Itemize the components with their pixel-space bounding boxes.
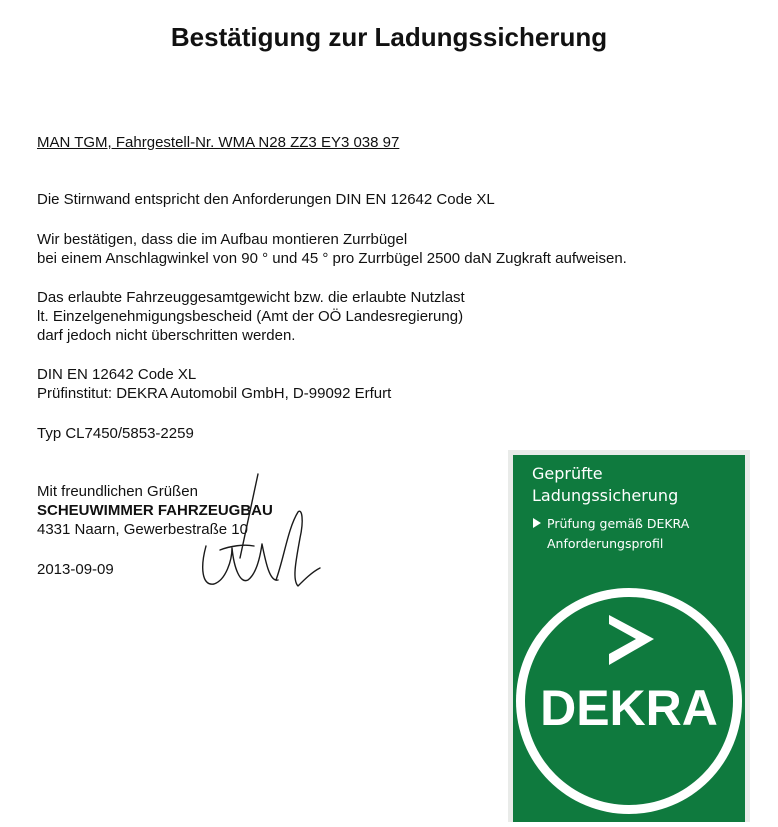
signature (180, 468, 340, 598)
vehicle-line: MAN TGM, Fahrgestell-Nr. WMA N28 ZZ3 EY3 038 97 (37, 134, 400, 151)
certification-institute: Prüfinstitut: DEKRA Automobil GmbH, D-99092 Erfurt (37, 385, 392, 402)
badge-line-4: Anforderungsprofil (547, 536, 664, 551)
dekra-logo-text: DEKRA (540, 680, 718, 736)
dekra-badge-graphic (508, 450, 750, 822)
statement-weight-line-3: darf jedoch nicht überschritten werden. (37, 327, 296, 344)
statement-weight-line-2: lt. Einzelgenehmigungsbescheid (Amt der OÖ Landesregierung) (37, 308, 464, 325)
badge-line-2: Ladungssicherung (532, 486, 679, 505)
badge-line-1: Geprüfte (532, 464, 603, 483)
statement-weight-line-1: Das erlaubte Fahrzeuggesamtgewicht bzw. die erlaubte Nutzlast (37, 289, 465, 306)
dekra-badge (508, 450, 750, 822)
company-address: 4331 Naarn, Gewerbestraße 10 (37, 521, 248, 538)
closing-greeting: Mit freundlichen Grüßen (37, 483, 198, 500)
type-line: Typ CL7450/5853-2259 (37, 425, 194, 442)
company-name: SCHEUWIMMER FAHRZEUGBAU (37, 502, 273, 519)
statement-lashing-line-1: Wir bestätigen, dass die im Aufbau montieren Zurrbügel (37, 231, 408, 248)
statement-front-wall: Die Stirnwand entspricht den Anforderungen DIN EN 12642 Code XL (37, 191, 495, 208)
document-date: 2013-09-09 (37, 561, 114, 578)
page-title: Bestätigung zur Ladungssicherung (170, 22, 608, 52)
badge-line-3: Prüfung gemäß DEKRA (547, 516, 690, 531)
certification-standard: DIN EN 12642 Code XL (37, 366, 197, 383)
statement-lashing-line-2: bei einem Anschlagwinkel von 90 ° und 45 ° pro Zurrbügel 2500 daN Zugkraft aufweisen. (37, 250, 627, 267)
